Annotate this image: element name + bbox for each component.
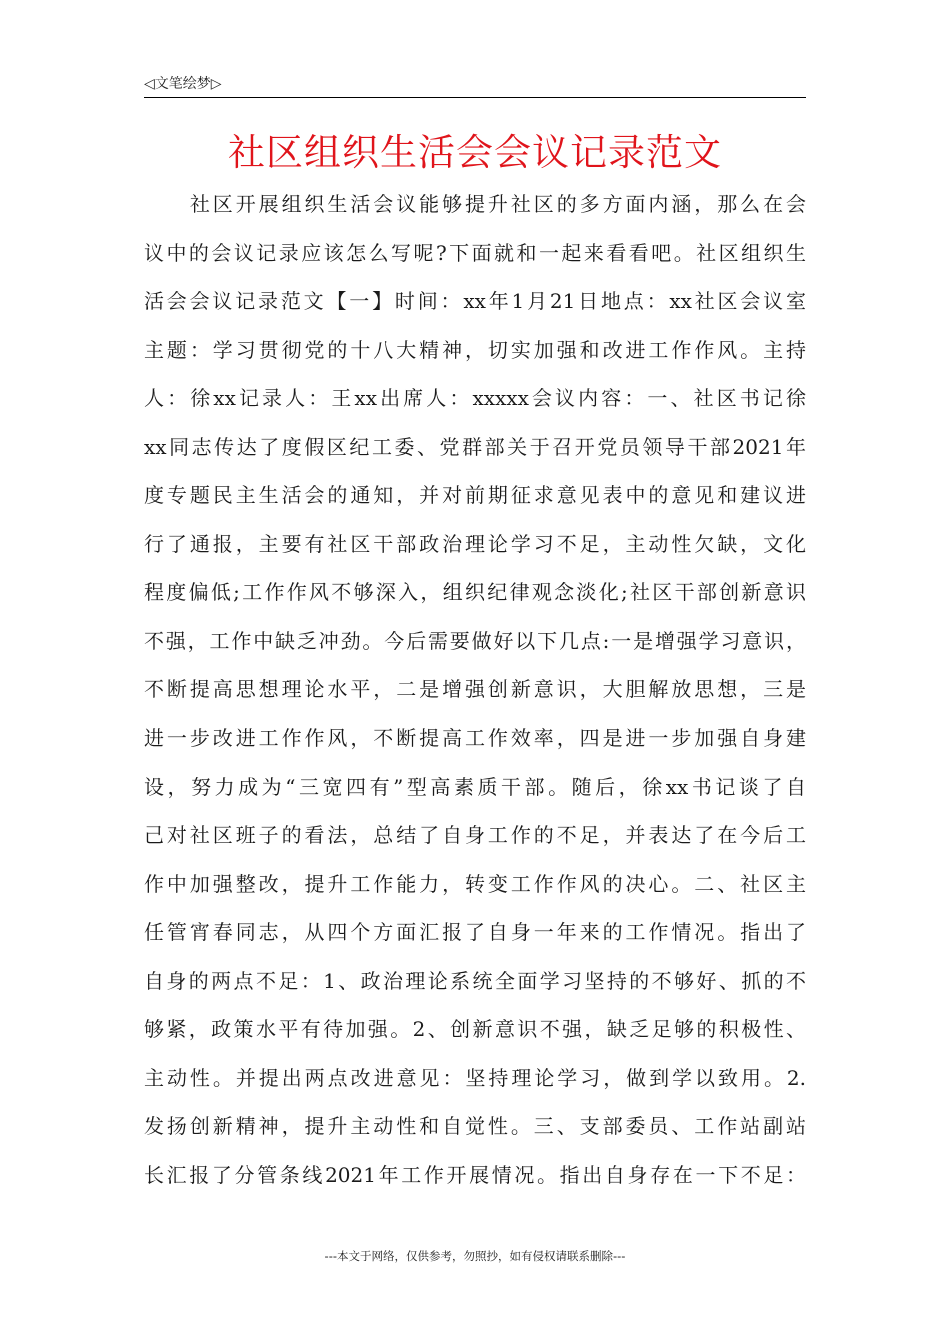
- body-line: 行了通报，主要有社区干部政治理论学习不足，主动性欠缺，文化: [144, 531, 806, 556]
- body-line: 任管宵春同志，从四个方面汇报了自身一年来的工作情况。指出了: [144, 920, 806, 945]
- header-divider: [144, 97, 806, 98]
- header-brand: ◁文笔绘梦▷: [144, 76, 222, 92]
- document-body: [144, 180, 806, 1199]
- body-line: 主题：学习贯彻党的十八大精神，切实加强和改进工作作风。主持: [144, 337, 806, 362]
- body-line: 发扬创新精神，提升主动性和自觉性。三、支部委员、工作站副站: [144, 1114, 806, 1139]
- body-line: 长汇报了分管条线2021年工作开展情况。指出自身存在一下不足：: [144, 1162, 806, 1187]
- body-line: 程度偏低;工作作风不够深入，组织纪律观念淡化;社区干部创新意识: [144, 580, 806, 605]
- body-line: 人：徐xx记录人：王xx出席人：xxxxx会议内容：一、社区书记徐: [144, 386, 806, 411]
- body-line: 己对社区班子的看法，总结了自身工作的不足，并表达了在今后工: [144, 823, 806, 848]
- body-line: 不强，工作中缺乏冲劲。今后需要做好以下几点:一是增强学习意识，: [144, 628, 806, 653]
- body-line: 进一步改进工作作风，不断提高工作效率，四是进一步加强自身建: [144, 726, 806, 751]
- body-line: 社区开展组织生活会议能够提升社区的多方面内涵，那么在会: [144, 192, 806, 216]
- body-line: 设，努力成为“三宽四有”型高素质干部。随后，徐xx书记谈了自: [144, 774, 806, 799]
- body-line: 度专题民主生活会的通知，并对前期征求意见表中的意见和建议进: [144, 483, 806, 508]
- body-line: 作中加强整改，提升工作能力，转变工作作风的决心。二、社区主: [144, 871, 806, 896]
- body-line: 不断提高思想理论水平，二是增强创新意识，大胆解放思想，三是: [144, 677, 806, 702]
- document-title: 社区组织生活会会议记录范文: [228, 131, 722, 174]
- body-line: 够紧，政策水平有待加强。2、创新意识不强，缺乏足够的积极性、: [144, 1017, 806, 1042]
- body-line: 主动性。并提出两点改进意见：坚持理论学习，做到学以致用。2.: [144, 1065, 806, 1090]
- body-line: 自身的两点不足：1、政治理论系统全面学习坚持的不够好、抓的不: [144, 968, 806, 993]
- body-line: xx同志传达了度假区纪工委、党群部关于召开党员领导干部2021年: [144, 434, 806, 459]
- footer-disclaimer: ---本文于网络，仅供参考，勿照抄，如有侵权请联系删除---: [324, 1249, 626, 1263]
- body-line: 活会会议记录范文【一】时间：xx年1月21日地点：xx社区会议室: [144, 289, 806, 314]
- body-line: 议中的会议记录应该怎么写呢?下面就和一起来看看吧。社区组织生: [144, 240, 806, 265]
